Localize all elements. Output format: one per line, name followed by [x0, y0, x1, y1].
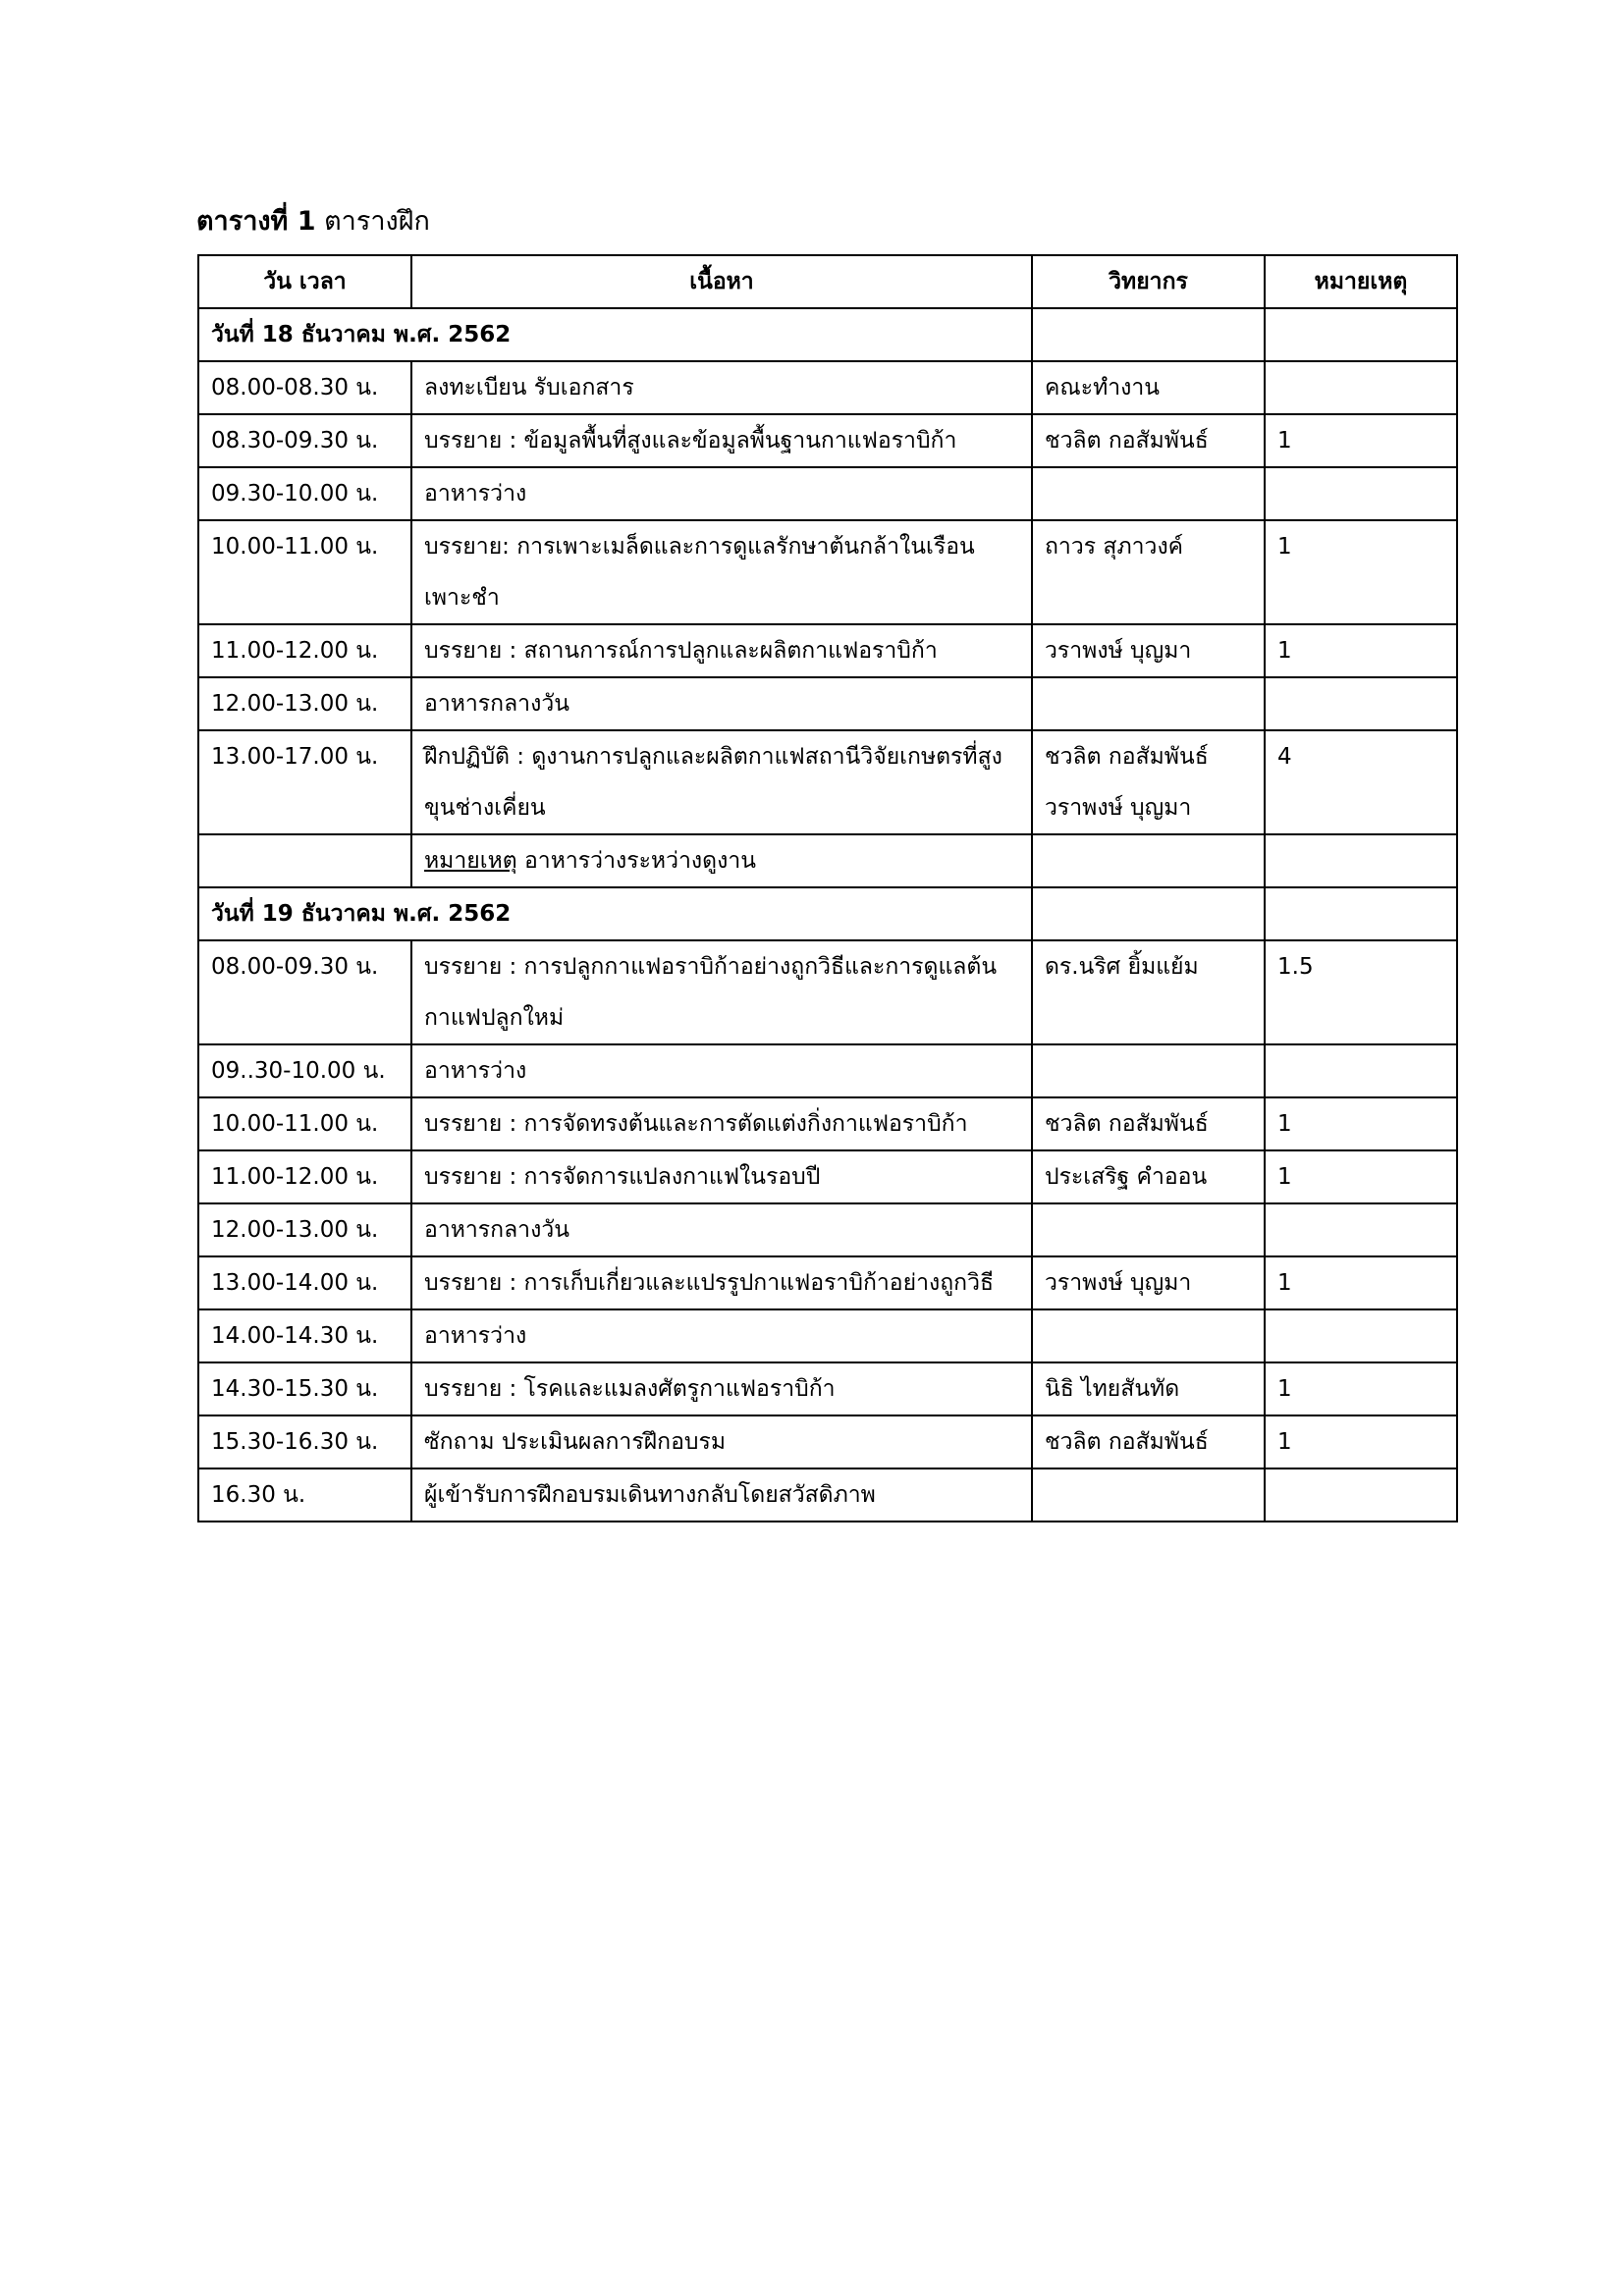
speaker-cell: ประเสริฐ คำออน: [1032, 1150, 1265, 1203]
note-cell: 4: [1265, 730, 1457, 834]
note-cell: [1265, 467, 1457, 520]
table-caption: [196, 202, 430, 241]
day-label: วันที่ 19 ธันวาคม พ.ศ. 2562: [198, 887, 1032, 940]
table-row: [198, 730, 1457, 834]
time-cell: 16.30 น.: [198, 1468, 411, 1522]
table-row: [198, 1150, 1457, 1203]
speaker-cell: [1032, 834, 1265, 887]
note-cell: [1265, 834, 1457, 887]
table-row: [198, 624, 1457, 677]
table-row: [198, 1044, 1457, 1097]
speaker-cell: [1032, 1309, 1265, 1362]
content-cell: ซักถาม ประเมินผลการฝึกอบรม: [411, 1415, 1032, 1468]
time-cell: 14.00-14.30 น.: [198, 1309, 411, 1362]
table-row: [198, 1097, 1457, 1150]
table-row: [198, 677, 1457, 730]
time-cell: 12.00-13.00 น.: [198, 1203, 411, 1256]
time-cell: 11.00-12.00 น.: [198, 624, 411, 677]
table-row: [198, 834, 1457, 887]
speaker-cell: [1032, 1203, 1265, 1256]
speaker-cell: ถาวร สุภาวงค์: [1032, 520, 1265, 624]
table-row: [198, 361, 1457, 414]
table-row: [198, 1468, 1457, 1522]
time-cell: 09.30-10.00 น.: [198, 467, 411, 520]
speaker-cell: ชวลิต กอสัมพันธ์: [1032, 1097, 1265, 1150]
speaker-cell: [1032, 1468, 1265, 1522]
time-cell: 13.00-14.00 น.: [198, 1256, 411, 1309]
day-row: [198, 308, 1457, 361]
note-cell: [1265, 677, 1457, 730]
note-cell: 1.5: [1265, 940, 1457, 1044]
day-label: วันที่ 18 ธันวาคม พ.ศ. 2562: [198, 308, 1032, 361]
content-cell: บรรยาย : การจัดทรงต้นและการตัดแต่งกิ่งกาแฟอราบิก้า: [411, 1097, 1032, 1150]
table-row: [198, 1309, 1457, 1362]
table-row: [198, 414, 1457, 467]
header-content: เนื้อหา: [411, 255, 1032, 308]
content-cell: บรรยาย : สถานการณ์การปลูกและผลิตกาแฟอราบิก้า: [411, 624, 1032, 677]
content-cell: อาหารว่าง: [411, 1309, 1032, 1362]
content-cell: บรรยาย : การปลูกกาแฟอราบิก้าอย่างถูกวิธีและการดูแลต้นกาแฟปลูกใหม่: [411, 940, 1032, 1044]
speaker-cell: [1032, 730, 1265, 834]
content-cell: [411, 834, 1032, 887]
content-cell: อาหารว่าง: [411, 467, 1032, 520]
time-cell: 08.00-08.30 น.: [198, 361, 411, 414]
speaker-name: วราพงษ์ บุญมา: [1045, 795, 1192, 821]
speaker-cell: วราพงษ์ บุญมา: [1032, 1256, 1265, 1309]
time-cell: 08.30-09.30 น.: [198, 414, 411, 467]
content-cell: บรรยาย : โรคและแมลงศัตรูกาแฟอราบิก้า: [411, 1362, 1032, 1415]
table-row: [198, 1415, 1457, 1468]
note-cell: [1265, 361, 1457, 414]
remark-label: หมายเหตุ: [424, 848, 517, 874]
note-cell: 1: [1265, 1362, 1457, 1415]
time-cell: 10.00-11.00 น.: [198, 1097, 411, 1150]
note-cell: 1: [1265, 1097, 1457, 1150]
time-cell: 08.00-09.30 น.: [198, 940, 411, 1044]
speaker-cell: [1032, 1044, 1265, 1097]
content-cell: อาหารกลางวัน: [411, 677, 1032, 730]
note-cell: [1265, 1468, 1457, 1522]
note-cell: 1: [1265, 520, 1457, 624]
training-schedule-table: [197, 254, 1458, 1522]
time-cell: 09..30-10.00 น.: [198, 1044, 411, 1097]
note-cell: 1: [1265, 414, 1457, 467]
empty-cell: [1265, 308, 1457, 361]
header-time: วัน เวลา: [198, 255, 411, 308]
speaker-cell: ดร.นริศ ยิ้มแย้ม: [1032, 940, 1265, 1044]
empty-cell: [1265, 887, 1457, 940]
note-cell: 1: [1265, 1256, 1457, 1309]
empty-cell: [1032, 308, 1265, 361]
speaker-cell: ชวลิต กอสัมพันธ์: [1032, 1415, 1265, 1468]
table-row: [198, 940, 1457, 1044]
time-cell: 12.00-13.00 น.: [198, 677, 411, 730]
content-cell: บรรยาย : ข้อมูลพื้นที่สูงและข้อมูลพื้นฐานกาแฟอราบิก้า: [411, 414, 1032, 467]
table-row: [198, 1256, 1457, 1309]
note-cell: [1265, 1044, 1457, 1097]
table-number: ตารางที่ 1: [196, 206, 316, 237]
content-cell: อาหารกลางวัน: [411, 1203, 1032, 1256]
speaker-cell: วราพงษ์ บุญมา: [1032, 624, 1265, 677]
speaker-cell: ชวลิต กอสัมพันธ์: [1032, 414, 1265, 467]
time-cell: 14.30-15.30 น.: [198, 1362, 411, 1415]
table-row: [198, 520, 1457, 624]
speaker-name: ชวลิต กอสัมพันธ์: [1045, 744, 1209, 770]
time-cell: 10.00-11.00 น.: [198, 520, 411, 624]
remark-text: อาหารว่างระหว่างดูงาน: [516, 848, 756, 874]
speaker-cell: คณะทำงาน: [1032, 361, 1265, 414]
time-cell: 13.00-17.00 น.: [198, 730, 411, 834]
content-cell: บรรยาย : การจัดการแปลงกาแฟในรอบปี: [411, 1150, 1032, 1203]
time-cell: [198, 834, 411, 887]
table-row: [198, 1362, 1457, 1415]
day-row: [198, 887, 1457, 940]
content-cell: อาหารว่าง: [411, 1044, 1032, 1097]
header-speaker: วิทยากร: [1032, 255, 1265, 308]
content-cell: ฝึกปฏิบัติ : ดูงานการปลูกและผลิตกาแฟสถานีวิจัยเกษตรที่สูงขุนช่างเคี่ยน: [411, 730, 1032, 834]
speaker-cell: [1032, 677, 1265, 730]
time-cell: 11.00-12.00 น.: [198, 1150, 411, 1203]
note-cell: 1: [1265, 624, 1457, 677]
content-cell: ผู้เข้ารับการฝึกอบรมเดินทางกลับโดยสวัสดิภาพ: [411, 1468, 1032, 1522]
speaker-cell: [1032, 467, 1265, 520]
note-cell: 1: [1265, 1150, 1457, 1203]
content-cell: บรรยาย : การเก็บเกี่ยวและแปรรูปกาแฟอราบิก้าอย่างถูกวิธี: [411, 1256, 1032, 1309]
table-row: [198, 467, 1457, 520]
empty-cell: [1032, 887, 1265, 940]
note-cell: 1: [1265, 1415, 1457, 1468]
table-row: [198, 1203, 1457, 1256]
content-cell: บรรยาย: การเพาะเมล็ดและการดูแลรักษาต้นกล้าในเรือนเพาะชำ: [411, 520, 1032, 624]
note-cell: [1265, 1309, 1457, 1362]
content-cell: ลงทะเบียน รับเอกสาร: [411, 361, 1032, 414]
header-note: หมายเหตุ: [1265, 255, 1457, 308]
header-row: [198, 255, 1457, 308]
table-title: ตารางฝึก: [324, 206, 430, 237]
speaker-cell: นิธิ ไทยสันทัด: [1032, 1362, 1265, 1415]
time-cell: 15.30-16.30 น.: [198, 1415, 411, 1468]
note-cell: [1265, 1203, 1457, 1256]
